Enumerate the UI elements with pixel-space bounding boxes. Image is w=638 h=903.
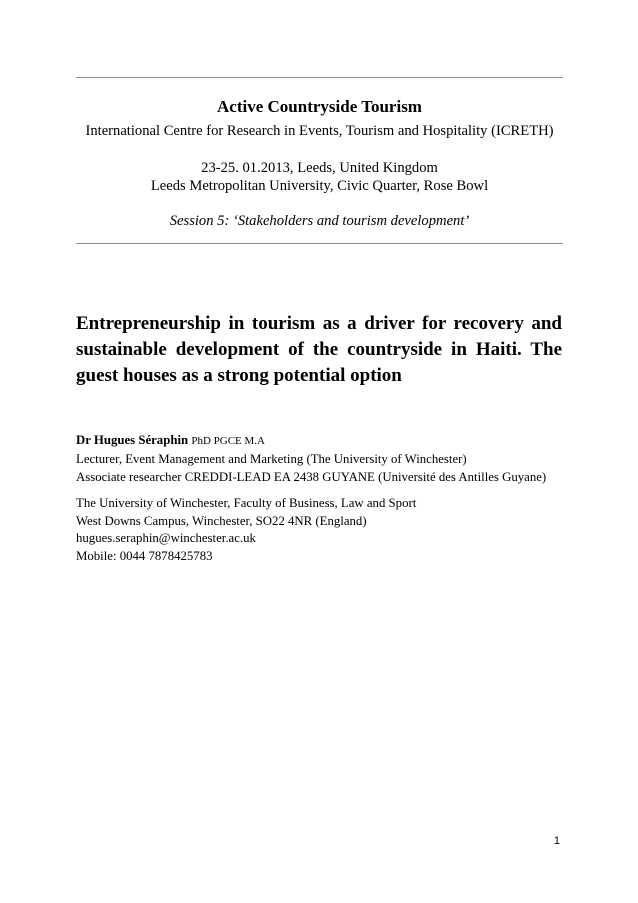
- author-affiliation: Associate researcher CREDDI-LEAD EA 2438 GUYANE (Université des Antilles Guyane): [76, 470, 547, 484]
- paper-title-line: guest houses as a strong potential option: [76, 365, 402, 386]
- contact-address: West Downs Campus, Winchester, SO22 4NR (England): [76, 513, 367, 528]
- top-horizontal-rule: [76, 77, 563, 78]
- author-name-line: [76, 431, 576, 450]
- contact-block: [76, 495, 576, 565]
- conference-centre: International Centre for Research in Events, Tourism and Hospitality (ICRETH): [85, 123, 554, 139]
- contact-email[interactable]: hugues.seraphin@winchester.ac.uk: [76, 531, 256, 545]
- bottom-horizontal-rule: [76, 243, 563, 244]
- author-qualifications: PhD PGCE M.A: [191, 435, 265, 447]
- contact-institution: The University of Winchester, Faculty of Business, Law and Sport: [76, 496, 417, 510]
- page-number: 1: [553, 835, 560, 847]
- author-block: [76, 431, 576, 486]
- paper-title: [76, 311, 562, 389]
- conference-session: Session 5: ‘Stakeholders and tourism development’: [169, 213, 470, 229]
- contact-mobile: Mobile: 0044 7878425783: [76, 548, 213, 563]
- author-name: Dr Hugues Séraphin: [76, 433, 189, 447]
- author-position: Lecturer, Event Management and Marketing (The University of Winchester): [76, 452, 467, 466]
- conference-dates: 23-25. 01.2013, Leeds, United Kingdom: [201, 160, 438, 176]
- conference-venue: Leeds Metropolitan University, Civic Quarter, Rose Bowl: [150, 178, 489, 194]
- paper-title-line: Entrepreneurship in tourism as a driver for recovery and: [76, 313, 562, 334]
- conference-title: Active Countryside Tourism: [217, 97, 422, 116]
- paper-title-line: sustainable development of the countryside in Haiti. The: [76, 339, 562, 360]
